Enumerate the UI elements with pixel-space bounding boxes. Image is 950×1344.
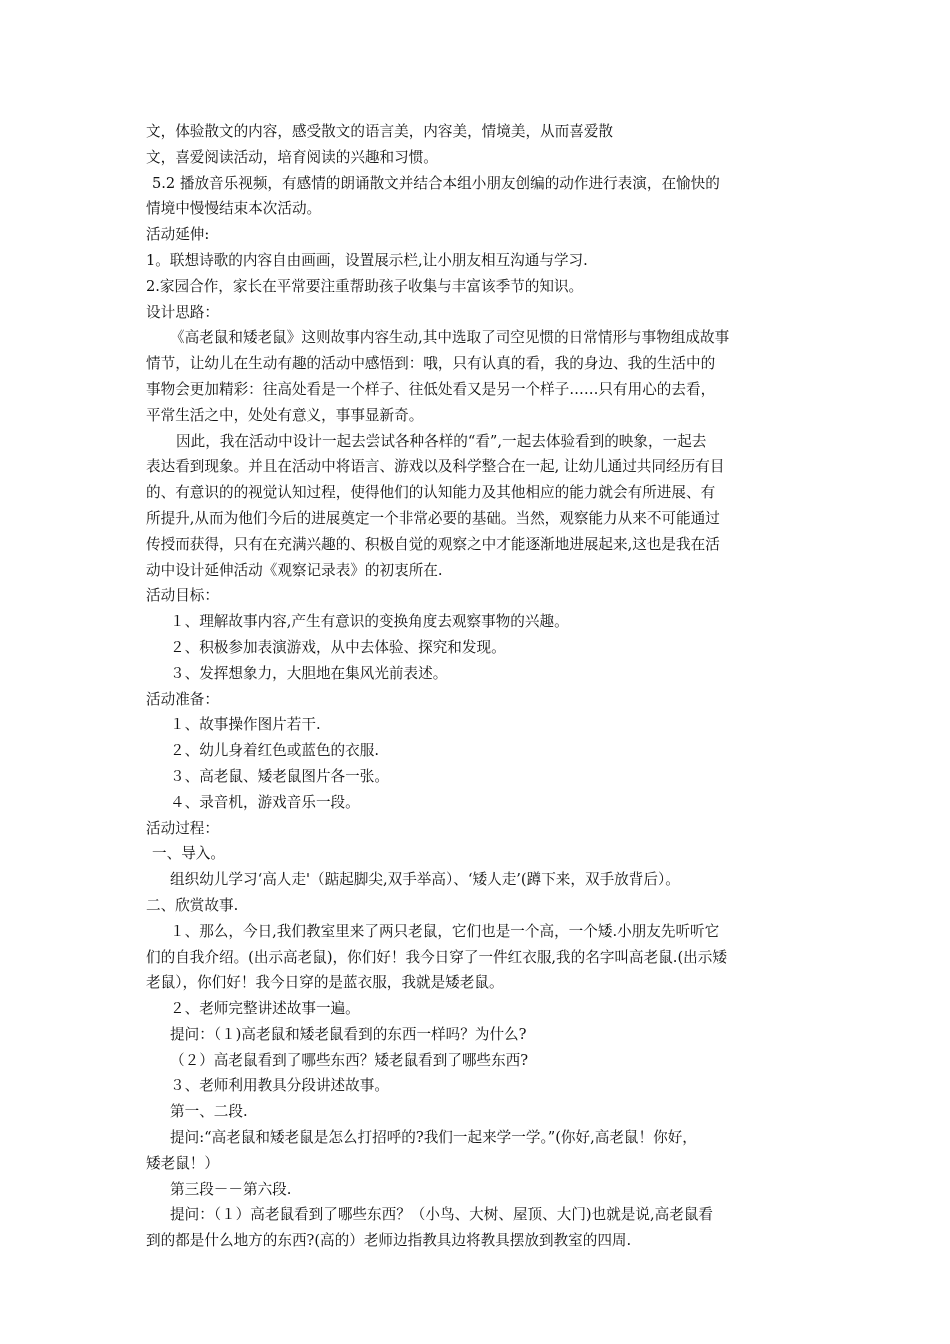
text-line: 提问:“高老鼠和矮老鼠是怎么打招呼的?我们一起来学一学。”(你好,高老鼠！你好， [170, 1129, 697, 1147]
text-line: （２）高老鼠看到了哪些东西？矮老鼠看到了哪些东西? [170, 1051, 529, 1069]
text-line: 文，喜爱阅读活动，培育阅读的兴趣和习惯。 [146, 148, 438, 166]
text-line: 1。联想诗歌的内容自由画画，设置展示栏,让小朋友相互沟通与学习. [146, 251, 588, 269]
text-line: ２、幼儿身着红色或蓝色的衣服. [170, 742, 379, 760]
text-line: １、那么，今日,我们教室里来了两只老鼠，它们也是一个高，一个矮.小朋友先听听它 [170, 922, 720, 940]
text-line: 活动准备： [146, 690, 219, 708]
text-line: 一、导入。 [152, 845, 225, 863]
text-line: 第三段－－第六段. [170, 1180, 292, 1198]
text-line: 活动目标： [146, 587, 219, 605]
text-line: 5.2 播放音乐视频，有感情的朗诵散文并结合本组小朋友创编的动作进行表演，在愉快的 [152, 174, 720, 192]
text-line: 因此，我在活动中设计一起去尝试各种各样的“看”,一起去体验看到的映象，一起去 [176, 432, 707, 450]
text-line: ３、高老鼠、矮老鼠图片各一张。 [170, 767, 389, 785]
document-body [146, 119, 810, 1254]
text-line: ３、发挥想象力，大胆地在集风光前表述。 [170, 664, 448, 682]
text-line: ２、老师完整讲述故事一遍。 [170, 1000, 360, 1018]
text-line: 情境中慢慢结束本次活动。 [146, 200, 322, 218]
text-line: 活动延伸: [146, 226, 210, 244]
text-line: 们的自我介绍。(出示高老鼠)，你们好！我今日穿了一件红衣服,我的名字叫高老鼠.(出示矮 [146, 948, 727, 966]
text-line: 所提升,从而为他们今后的进展奠定一个非常必要的基础。当然，观察能力从来不可能通过 [146, 509, 720, 527]
text-line: 老鼠），你们好！我今日穿的是蓝衣服，我就是矮老鼠。 [146, 974, 504, 992]
text-line: １、理解故事内容,产生有意识的变换角度去观察事物的兴趣。 [170, 613, 569, 631]
text-line: 矮老鼠！） [146, 1154, 219, 1172]
text-line: 情节，让幼儿在生动有趣的活动中感悟到：哦，只有认真的看，我的身边、我的生活中的 [146, 355, 716, 373]
text-line: ３、老师利用教具分段讲述故事。 [170, 1077, 389, 1095]
text-line: 表达看到现象。并且在活动中将语言、游戏以及科学整合在一起, 让幼儿通过共同经历有目 [146, 458, 725, 476]
text-line: 提问：（１)高老鼠和矮老鼠看到的东西一样吗？为什么? [170, 1025, 527, 1043]
text-line: 二、欣赏故事. [146, 896, 239, 914]
text-line: 文，体验散文的内容，感受散文的语言美，内容美，情境美，从而喜爱散 [146, 123, 614, 140]
text-line: 到的都是什么地方的东西?(高的）老师边指教具边将教具摆放到教室的四周. [146, 1232, 632, 1250]
text-line: 组织幼儿学习‘高人走'（踮起脚尖,双手举高）、‘矮人走’(蹲下来，双手放背后）。 [170, 871, 680, 889]
text-line: 传授而获得，只有在充满兴趣的、积极自觉的观察之中才能逐渐地进展起来,这也是我在活 [146, 535, 720, 553]
text-line: 2.家园合作，家长在平常要注重帮助孩子收集与丰富该季节的知识。 [146, 277, 584, 295]
text-line: 提问：（１）高老鼠看到了哪些东西？（小鸟、大树、屋顶、大门)也就是说,高老鼠看 [170, 1206, 714, 1224]
text-line: 事物会更加精彩：往高处看是一个样子、往低处看又是另一个样子……只有用心的去看， [146, 380, 716, 398]
text-line: 设计思路： [146, 303, 219, 321]
text-line: ４、录音机，游戏音乐一段。 [170, 793, 360, 811]
text-line: 平常生活之中，处处有意义，事事显新奇。 [146, 406, 424, 424]
text-line: 的、有意识的的视觉认知过程，使得他们的认知能力及其他相应的能力就会有所进展、有 [146, 484, 716, 502]
text-line: 《高老鼠和矮老鼠》这则故事内容生动,其中选取了司空见惯的日常情形与事物组成故事 [170, 329, 730, 347]
text-line: １、故事操作图片若干. [170, 716, 321, 734]
text-line: 活动过程： [146, 819, 219, 837]
text-line: 第一、二段. [170, 1103, 248, 1121]
text-line: 动中设计延伸活动《观察记录表》的初衷所在. [146, 561, 443, 579]
text-line: ２、积极参加表演游戏，从中去体验、探究和发现。 [170, 638, 506, 656]
